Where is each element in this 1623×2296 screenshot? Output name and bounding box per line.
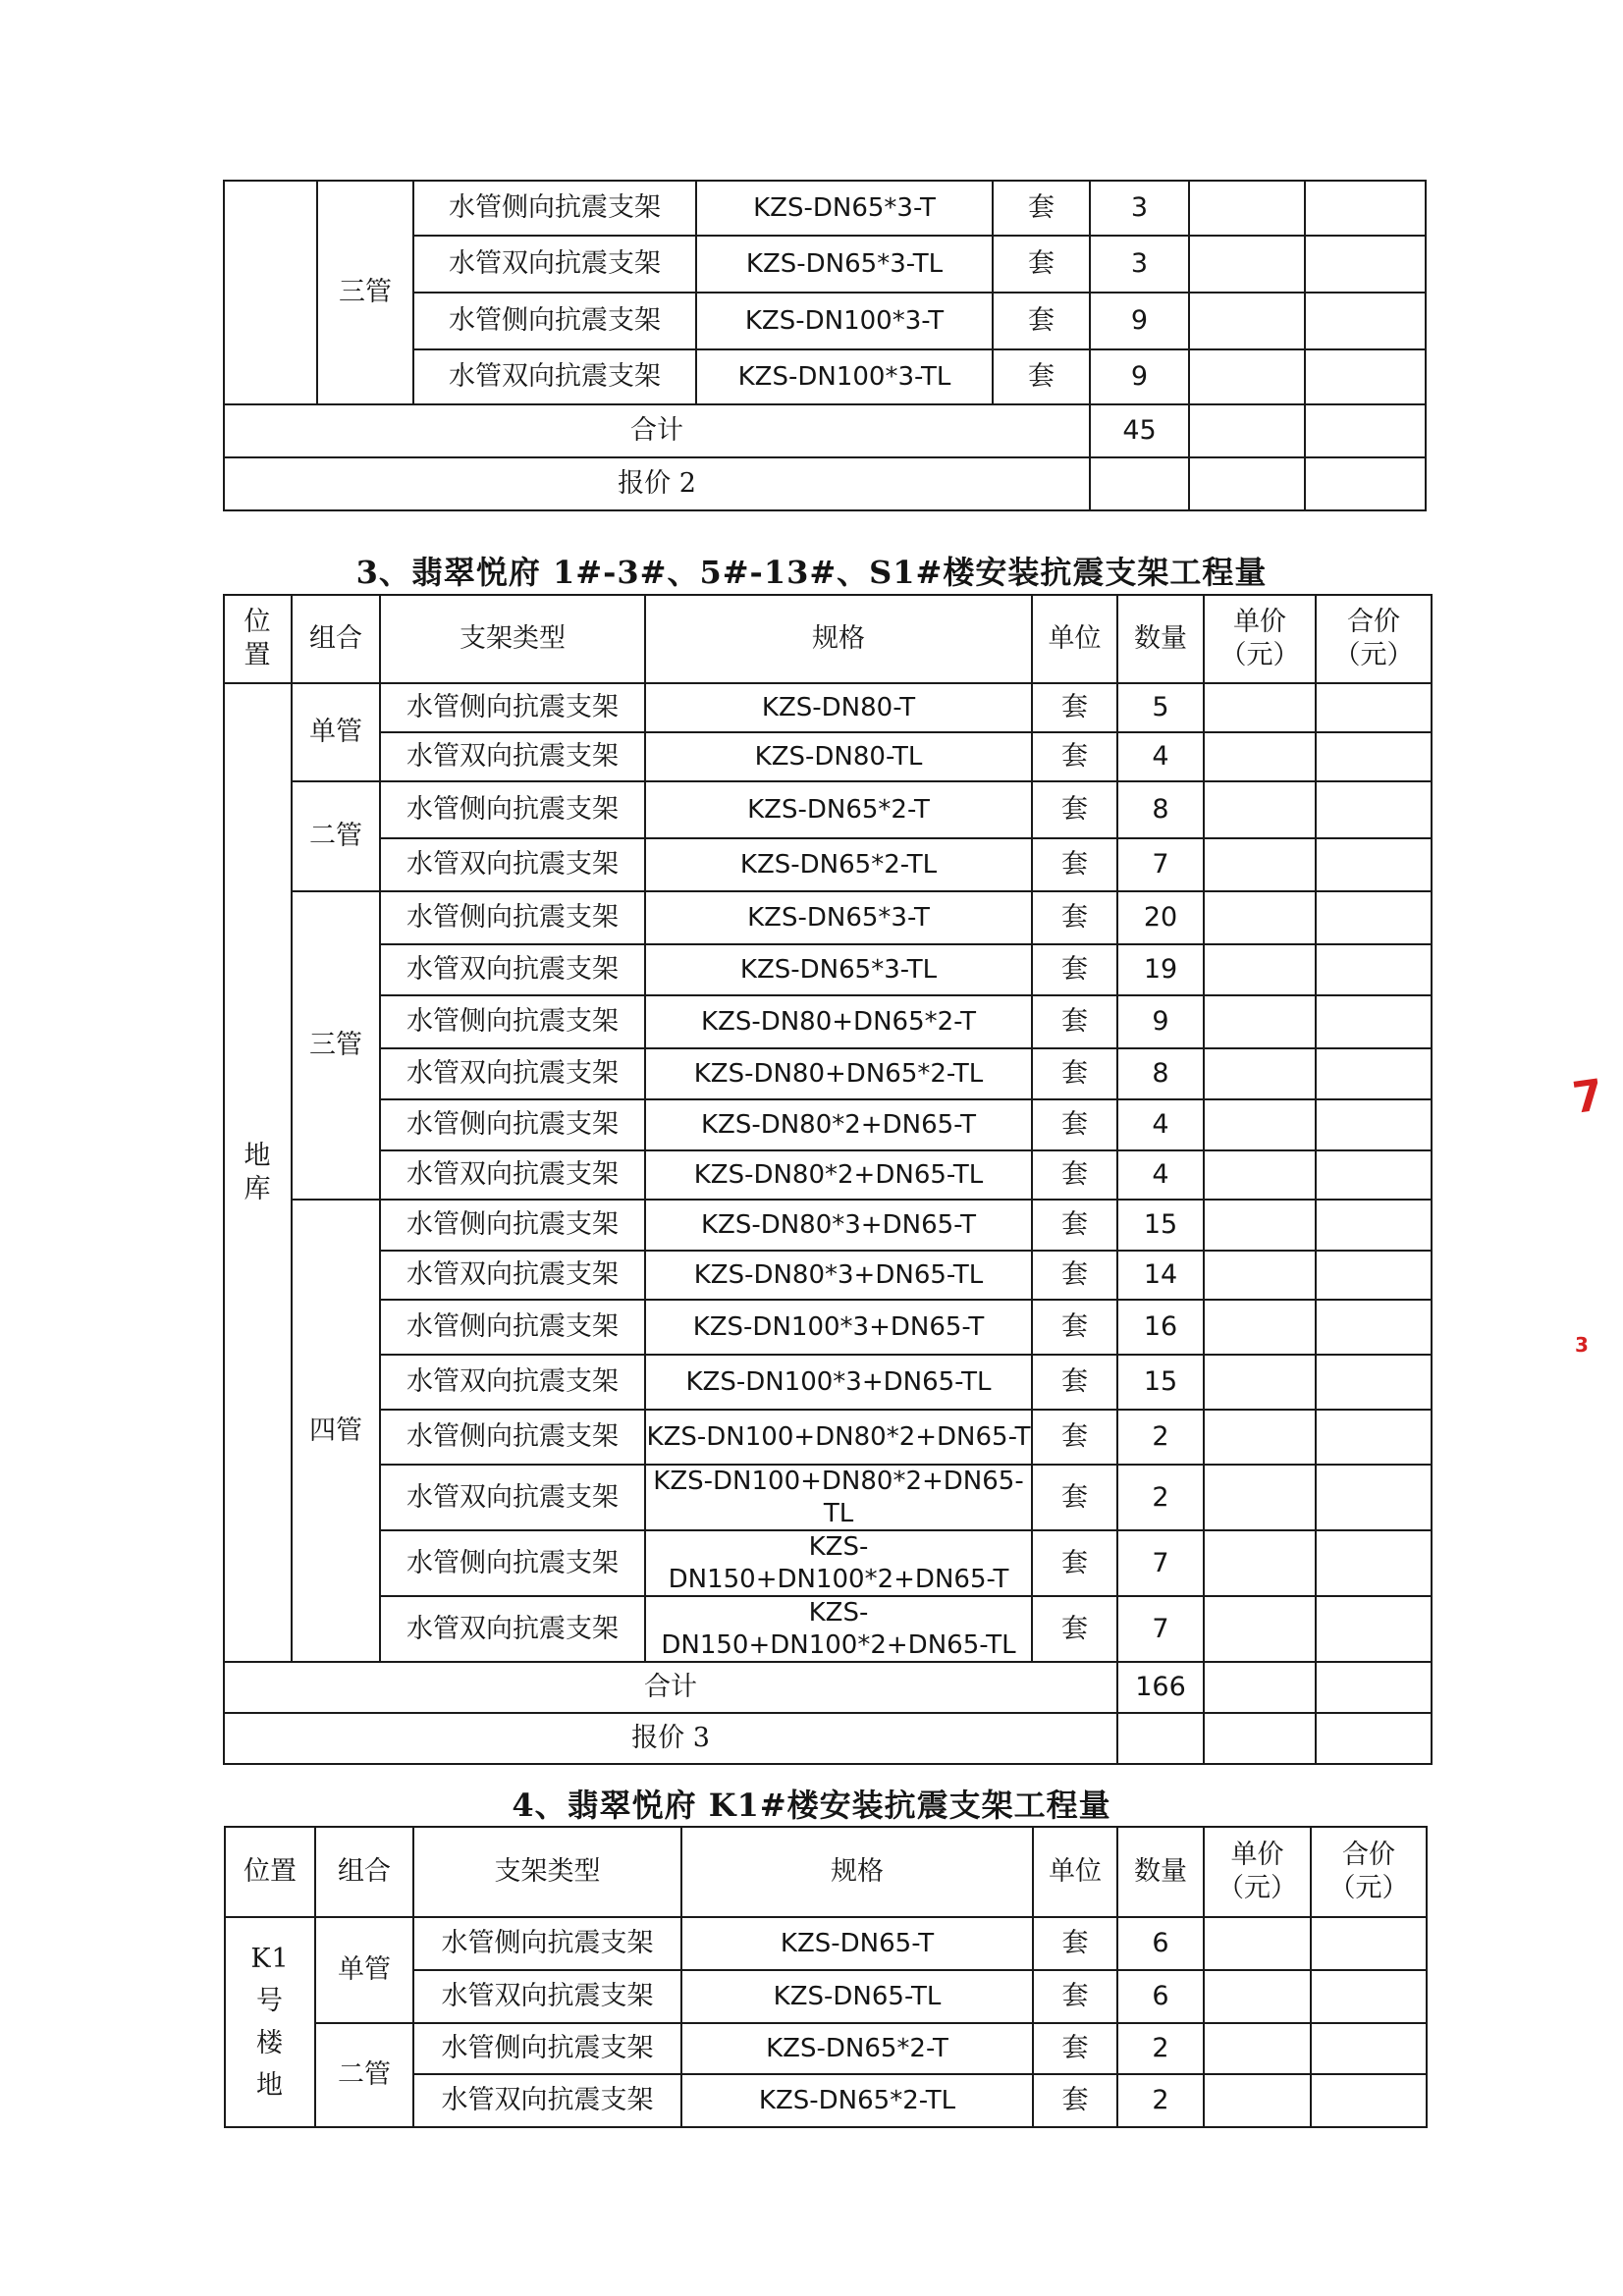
unit: 套 — [1033, 1917, 1117, 1970]
spec: KZS-DN100*3-TL — [696, 349, 993, 404]
spec: KZS-DN100*3-T — [696, 293, 993, 349]
group-cell: 三管 — [292, 891, 380, 1200]
header-quantity: 数量 — [1117, 595, 1204, 683]
total-price-cell — [1316, 995, 1432, 1048]
total-price-cell — [1316, 732, 1432, 781]
bracket-type: 水管侧向抗震支架 — [413, 1917, 681, 1970]
spec: KZS-DN65*2-T — [681, 2023, 1033, 2074]
total-price-cell — [1305, 457, 1426, 510]
header-spec: 规格 — [645, 595, 1032, 683]
bracket-type: 水管双向抗震支架 — [380, 1596, 645, 1662]
bracket-type: 水管双向抗震支架 — [380, 732, 645, 781]
unit-price-cell — [1204, 1465, 1316, 1530]
unit: 套 — [1032, 891, 1117, 944]
section4-table — [224, 1826, 1428, 2128]
total-price-cell — [1316, 1410, 1432, 1465]
bracket-type: 水管侧向抗震支架 — [380, 1099, 645, 1150]
unit-price-cell — [1204, 1200, 1316, 1251]
section2-position-cell — [224, 181, 317, 404]
bracket-type: 水管双向抗震支架 — [413, 349, 696, 404]
unit: 套 — [1032, 838, 1117, 891]
quantity: 20 — [1117, 891, 1204, 944]
header-type: 支架类型 — [413, 1827, 681, 1917]
unit-price-cell — [1204, 1300, 1316, 1355]
quote-cell — [1117, 1713, 1204, 1764]
spec: KZS-DN100+DN80*2+DN65-TL — [645, 1465, 1032, 1530]
unit-price-cell — [1189, 404, 1305, 457]
section3-title: 3、翡翠悦府 1#-3#、5#-13#、S1#楼安装抗震支架工程量 — [355, 554, 1268, 591]
bracket-type: 水管双向抗震支架 — [380, 838, 645, 891]
bracket-type: 水管双向抗震支架 — [413, 236, 696, 293]
quantity: 9 — [1117, 995, 1204, 1048]
bracket-type: 水管侧向抗震支架 — [380, 1300, 645, 1355]
location-cell: 地 库 — [224, 683, 292, 1662]
bracket-type: 水管双向抗震支架 — [380, 1355, 645, 1410]
group-cell: 单管 — [315, 1917, 413, 2023]
quantity: 2 — [1117, 1410, 1204, 1465]
total-price-cell — [1316, 1300, 1432, 1355]
unit-price-cell — [1189, 236, 1305, 293]
total-price-cell — [1316, 838, 1432, 891]
section4-title: 4、翡翠悦府 K1#楼安装抗震支架工程量 — [512, 1787, 1111, 1824]
quantity: 6 — [1117, 1970, 1204, 2023]
quantity: 7 — [1117, 1596, 1204, 1662]
header-unit: 单位 — [1032, 595, 1117, 683]
quantity: 2 — [1117, 2023, 1204, 2074]
spec: KZS-DN65*3-TL — [645, 944, 1032, 995]
unit: 套 — [1032, 1300, 1117, 1355]
spec: KZS-DN80-T — [645, 683, 1032, 732]
bracket-type: 水管双向抗震支架 — [380, 1465, 645, 1530]
unit: 套 — [1032, 1530, 1117, 1596]
unit-price-cell — [1204, 1410, 1316, 1465]
bracket-type: 水管双向抗震支架 — [380, 1048, 645, 1099]
bracket-type: 水管侧向抗震支架 — [380, 683, 645, 732]
unit: 套 — [1032, 1596, 1117, 1662]
margin-mark: 3 — [1575, 1333, 1589, 1357]
unit: 套 — [1032, 1251, 1117, 1300]
header-quantity: 数量 — [1117, 1827, 1204, 1917]
unit-price-cell — [1204, 1099, 1316, 1150]
unit-price-cell — [1204, 1355, 1316, 1410]
total-price-cell — [1305, 181, 1426, 236]
spec: KZS-DN100*3+DN65-TL — [645, 1355, 1032, 1410]
total-price-cell — [1316, 1530, 1432, 1596]
quantity: 14 — [1117, 1251, 1204, 1300]
unit-price-cell — [1204, 838, 1316, 891]
header-total-price: 合价 （元） — [1311, 1827, 1427, 1917]
quantity: 3 — [1090, 181, 1189, 236]
unit-price-cell — [1204, 2023, 1311, 2074]
bracket-type: 水管双向抗震支架 — [380, 944, 645, 995]
spec: KZS-DN65-T — [681, 1917, 1033, 1970]
bracket-type: 水管侧向抗震支架 — [413, 2023, 681, 2074]
unit-price-cell — [1204, 1917, 1311, 1970]
bracket-type: 水管双向抗震支架 — [413, 1970, 681, 2023]
total-price-cell — [1316, 1355, 1432, 1410]
section2-group-cell: 三管 — [317, 181, 413, 404]
total-price-cell — [1316, 781, 1432, 838]
unit-price-cell — [1189, 293, 1305, 349]
unit-price-cell — [1204, 1662, 1316, 1713]
header-group: 组合 — [292, 595, 380, 683]
unit-price-cell — [1189, 181, 1305, 236]
bracket-type: 水管侧向抗震支架 — [380, 995, 645, 1048]
quote-label: 报价 3 — [224, 1713, 1117, 1764]
quantity: 4 — [1117, 732, 1204, 781]
quantity: 6 — [1117, 1917, 1204, 1970]
unit: 套 — [1032, 1150, 1117, 1200]
total-price-cell — [1316, 1465, 1432, 1530]
bracket-type: 水管侧向抗震支架 — [380, 1410, 645, 1465]
unit-price-cell — [1204, 683, 1316, 732]
unit-price-cell — [1204, 1150, 1316, 1200]
unit-price-cell — [1204, 1530, 1316, 1596]
spec: KZS-DN100*3+DN65-T — [645, 1300, 1032, 1355]
total-price-cell — [1316, 944, 1432, 995]
total-price-cell — [1305, 404, 1426, 457]
quantity: 8 — [1117, 1048, 1204, 1099]
quote-label: 报价 2 — [224, 457, 1090, 510]
bracket-type: 水管侧向抗震支架 — [380, 891, 645, 944]
spec: KZS-DN80*2+DN65-T — [645, 1099, 1032, 1150]
unit: 套 — [1032, 781, 1117, 838]
group-cell: 单管 — [292, 683, 380, 781]
spec: KZS-DN80-TL — [645, 732, 1032, 781]
spec: KZS-DN80*3+DN65-T — [645, 1200, 1032, 1251]
header-total-price: 合价 （元） — [1316, 595, 1432, 683]
unit: 套 — [1032, 683, 1117, 732]
unit: 套 — [1033, 2023, 1117, 2074]
unit: 套 — [1032, 1410, 1117, 1465]
quantity: 16 — [1117, 1300, 1204, 1355]
unit: 套 — [993, 181, 1090, 236]
total-price-cell — [1311, 2023, 1427, 2074]
bracket-type: 水管双向抗震支架 — [380, 1251, 645, 1300]
spec: KZS-DN65*3-T — [696, 181, 993, 236]
spec: KZS-DN65*2-T — [645, 781, 1032, 838]
unit: 套 — [1033, 1970, 1117, 2023]
bracket-type: 水管双向抗震支架 — [413, 2074, 681, 2127]
total-price-cell — [1311, 2074, 1427, 2127]
header-type: 支架类型 — [380, 595, 645, 683]
total-price-cell — [1311, 1917, 1427, 1970]
header-unit: 单位 — [1033, 1827, 1117, 1917]
unit-price-cell — [1204, 2074, 1311, 2127]
spec: KZS-DN65*2-TL — [645, 838, 1032, 891]
quantity: 4 — [1117, 1099, 1204, 1150]
unit: 套 — [1032, 732, 1117, 781]
margin-mark: 7 — [1569, 1070, 1607, 1124]
spec: KZS-DN100+DN80*2+DN65-T — [645, 1410, 1032, 1465]
quantity: 2 — [1117, 1465, 1204, 1530]
spec: KZS-DN80*2+DN65-TL — [645, 1150, 1032, 1200]
quantity: 4 — [1117, 1150, 1204, 1200]
bracket-type: 水管侧向抗震支架 — [380, 1530, 645, 1596]
group-cell: 二管 — [292, 781, 380, 891]
header-unit-price: 单价 （元） — [1204, 595, 1316, 683]
quantity: 5 — [1117, 683, 1204, 732]
total-label: 合计 — [224, 404, 1090, 457]
total-quantity: 166 — [1117, 1662, 1204, 1713]
total-price-cell — [1316, 1662, 1432, 1713]
spec: KZS-DN65*2-TL — [681, 2074, 1033, 2127]
total-price-cell — [1316, 1596, 1432, 1662]
header-position: 位 置 — [224, 595, 292, 683]
quantity: 7 — [1117, 838, 1204, 891]
spec: KZS-DN80+DN65*2-TL — [645, 1048, 1032, 1099]
total-label: 合计 — [224, 1662, 1117, 1713]
total-price-cell — [1305, 349, 1426, 404]
unit-price-cell — [1204, 944, 1316, 995]
quantity: 3 — [1090, 236, 1189, 293]
section3-table — [223, 594, 1433, 1765]
quantity: 9 — [1090, 349, 1189, 404]
unit-price-cell — [1189, 349, 1305, 404]
unit: 套 — [1032, 1099, 1117, 1150]
group-cell: 二管 — [315, 2023, 413, 2127]
total-price-cell — [1316, 891, 1432, 944]
spec: KZS-DN80+DN65*2-T — [645, 995, 1032, 1048]
unit: 套 — [993, 349, 1090, 404]
quote-cell — [1090, 457, 1189, 510]
quantity: 15 — [1117, 1200, 1204, 1251]
header-position: 位置 — [225, 1827, 315, 1917]
section2-table — [223, 180, 1427, 511]
quantity: 8 — [1117, 781, 1204, 838]
bracket-type: 水管侧向抗震支架 — [413, 181, 696, 236]
total-quantity: 45 — [1090, 404, 1189, 457]
unit: 套 — [1032, 1048, 1117, 1099]
quantity: 7 — [1117, 1530, 1204, 1596]
bracket-type: 水管侧向抗震支架 — [380, 1200, 645, 1251]
unit-price-cell — [1204, 732, 1316, 781]
spec: KZS-DN150+DN100*2+DN65-T — [645, 1530, 1032, 1596]
header-unit-price: 单价 （元） — [1204, 1827, 1311, 1917]
unit: 套 — [993, 236, 1090, 293]
spec: KZS-DN65-TL — [681, 1970, 1033, 2023]
total-price-cell — [1305, 236, 1426, 293]
total-price-cell — [1316, 1048, 1432, 1099]
group-cell: 四管 — [292, 1200, 380, 1662]
total-price-cell — [1316, 1150, 1432, 1200]
unit: 套 — [1032, 1355, 1117, 1410]
unit-price-cell — [1204, 781, 1316, 838]
unit-price-cell — [1204, 1048, 1316, 1099]
unit-price-cell — [1189, 457, 1305, 510]
total-price-cell — [1316, 1251, 1432, 1300]
total-price-cell — [1316, 1099, 1432, 1150]
unit-price-cell — [1204, 891, 1316, 944]
spec: KZS-DN65*3-T — [645, 891, 1032, 944]
unit: 套 — [1032, 944, 1117, 995]
unit: 套 — [1032, 1465, 1117, 1530]
unit-price-cell — [1204, 995, 1316, 1048]
bracket-type: 水管侧向抗震支架 — [413, 293, 696, 349]
location-cell: K1 号 楼 地 — [225, 1917, 315, 2127]
bracket-type: 水管侧向抗震支架 — [380, 781, 645, 838]
total-price-cell — [1305, 293, 1426, 349]
quantity: 19 — [1117, 944, 1204, 995]
unit-price-cell — [1204, 1970, 1311, 2023]
spec: KZS-DN150+DN100*2+DN65-TL — [645, 1596, 1032, 1662]
unit: 套 — [1033, 2074, 1117, 2127]
unit: 套 — [1032, 995, 1117, 1048]
total-price-cell — [1316, 1200, 1432, 1251]
unit: 套 — [993, 293, 1090, 349]
bracket-type: 水管双向抗震支架 — [380, 1150, 645, 1200]
header-spec: 规格 — [681, 1827, 1033, 1917]
unit-price-cell — [1204, 1251, 1316, 1300]
quantity: 2 — [1117, 2074, 1204, 2127]
unit-price-cell — [1204, 1596, 1316, 1662]
quantity: 15 — [1117, 1355, 1204, 1410]
unit-price-cell — [1204, 1713, 1316, 1764]
total-price-cell — [1311, 1970, 1427, 2023]
header-group: 组合 — [315, 1827, 413, 1917]
quantity: 9 — [1090, 293, 1189, 349]
unit: 套 — [1032, 1200, 1117, 1251]
total-price-cell — [1316, 683, 1432, 732]
spec: KZS-DN80*3+DN65-TL — [645, 1251, 1032, 1300]
spec: KZS-DN65*3-TL — [696, 236, 993, 293]
total-price-cell — [1316, 1713, 1432, 1764]
